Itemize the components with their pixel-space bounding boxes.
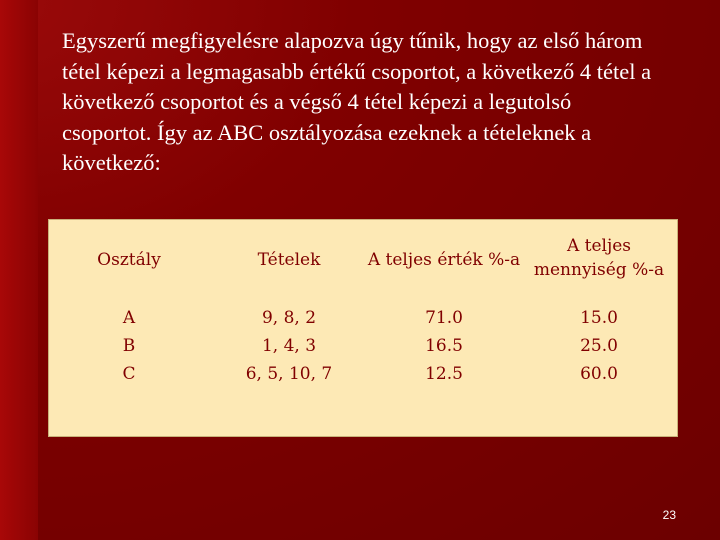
table-cell: A [122,308,136,328]
abc-classification-table [48,219,678,437]
column-quantity-pct [519,304,679,388]
column-value-pct [361,304,527,388]
table-cell: 60.0 [580,364,618,384]
table-cell: 6, 5, 10, 7 [245,364,333,384]
table-cell: 12.5 [425,364,463,384]
table-cell: 9, 8, 2 [261,308,317,328]
table-cell: 16.5 [425,336,463,356]
table-cell: 1, 4, 3 [261,336,317,356]
table-cell: 71.0 [425,308,463,328]
header-class: Osztály [97,250,161,270]
header-value-pct: A teljes érték %-a [367,250,521,270]
column-items [209,304,369,388]
table-cell: C [122,364,136,384]
header-quantity-pct: A teljes mennyiség %-a [533,236,665,280]
table-cell: 25.0 [580,336,618,356]
page-number: 23 [662,508,676,522]
body-paragraph: Egyszerű megfigyelésre alapozva úgy tűnik, hogy az első három tétel képezi a legmagasabb értékű csoportot, a következő 4 tétel a következő csoportot és a végső 4 tétel képezi a legutolsó csoportot. Így az ABC osztályozása ezeknek a tételeknek a következő: [62,28,652,175]
table-cell: B [122,336,136,356]
header-items: Tételek [257,250,321,270]
column-class [49,304,209,388]
left-accent-stripe [0,0,38,540]
table-cell: 15.0 [580,308,618,328]
